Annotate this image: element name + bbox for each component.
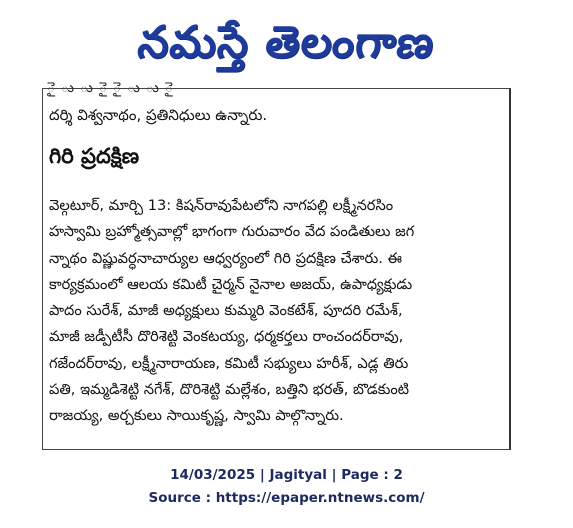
article-headline: గిరి ప్రదక్షిణ	[49, 144, 140, 168]
masthead	[0, 0, 573, 86]
article-body-line: రాజయ్య, అర్చకులు సాయికృష్ణ, స్వామి పాల్గొన్నారు.	[49, 407, 344, 425]
news-clipping	[42, 80, 511, 450]
edition-info: 14/03/2025 | Jagityal | Page : 2	[170, 467, 403, 483]
article-body-line: హస్వామి బ్రహ్మోత్సవాల్లో భాగంగా గురువారం వేద పండితులు జగ	[49, 223, 415, 241]
article-body-line: గజేందర్‌రావు, లక్ష్మీనారాయణ, కమిటీ సభ్యులు హరీశ్, ఎడ్ల తిరు	[49, 354, 409, 372]
article-body-line: న్నాథం విష్ణువర్ధనాచార్యుల ఆధ్వర్యంలో గిరి ప్రదక్షిణ చేశారు. ఈ	[49, 249, 403, 267]
source-link[interactable]: Source : https://epaper.ntnews.com/	[148, 490, 425, 506]
cut-off-text: ై ు ు ై ై ు ు ై	[47, 80, 175, 96]
newspaper-logo: నమస్తే తెలంగాణ	[135, 17, 438, 68]
article-body	[49, 193, 504, 430]
cut-off-text-fragment	[43, 80, 509, 103]
article-body-line: పతి, ఇమ్మడిశెట్టి నగేశ్, దొరిశెట్టి మల్లేశం, బత్తిని భరత్, బొడకుంటి	[49, 381, 410, 399]
article-body-line: కార్యక్రమంలో ఆలయ కమిటీ చైర్మన్ నైనాల అజయ్, ఉపాధ్యక్షుడు	[49, 275, 413, 293]
article-body-line: వెల్గటూర్, మార్చి 13: కిషన్‌రావుపేటలోని నాగపల్లి లక్ష్మీనరసిం	[49, 197, 394, 214]
previous-article-ending: దర్శి విశ్వనాథం, ప్రతినిధులు ఉన్నారు.	[49, 106, 268, 124]
article-body-line: పాదం సురేశ్, మాజీ అధ్యక్షులు కుమ్మరి వెంకటేశ్, పూదరి రమేశ్,	[49, 302, 403, 320]
article-body-line: మాజీ జడ్పీటీసీ దొరిశెట్టి వెంకటయ్య, ధర్మకర్తలు రాంచందర్‌రావు,	[49, 328, 404, 346]
